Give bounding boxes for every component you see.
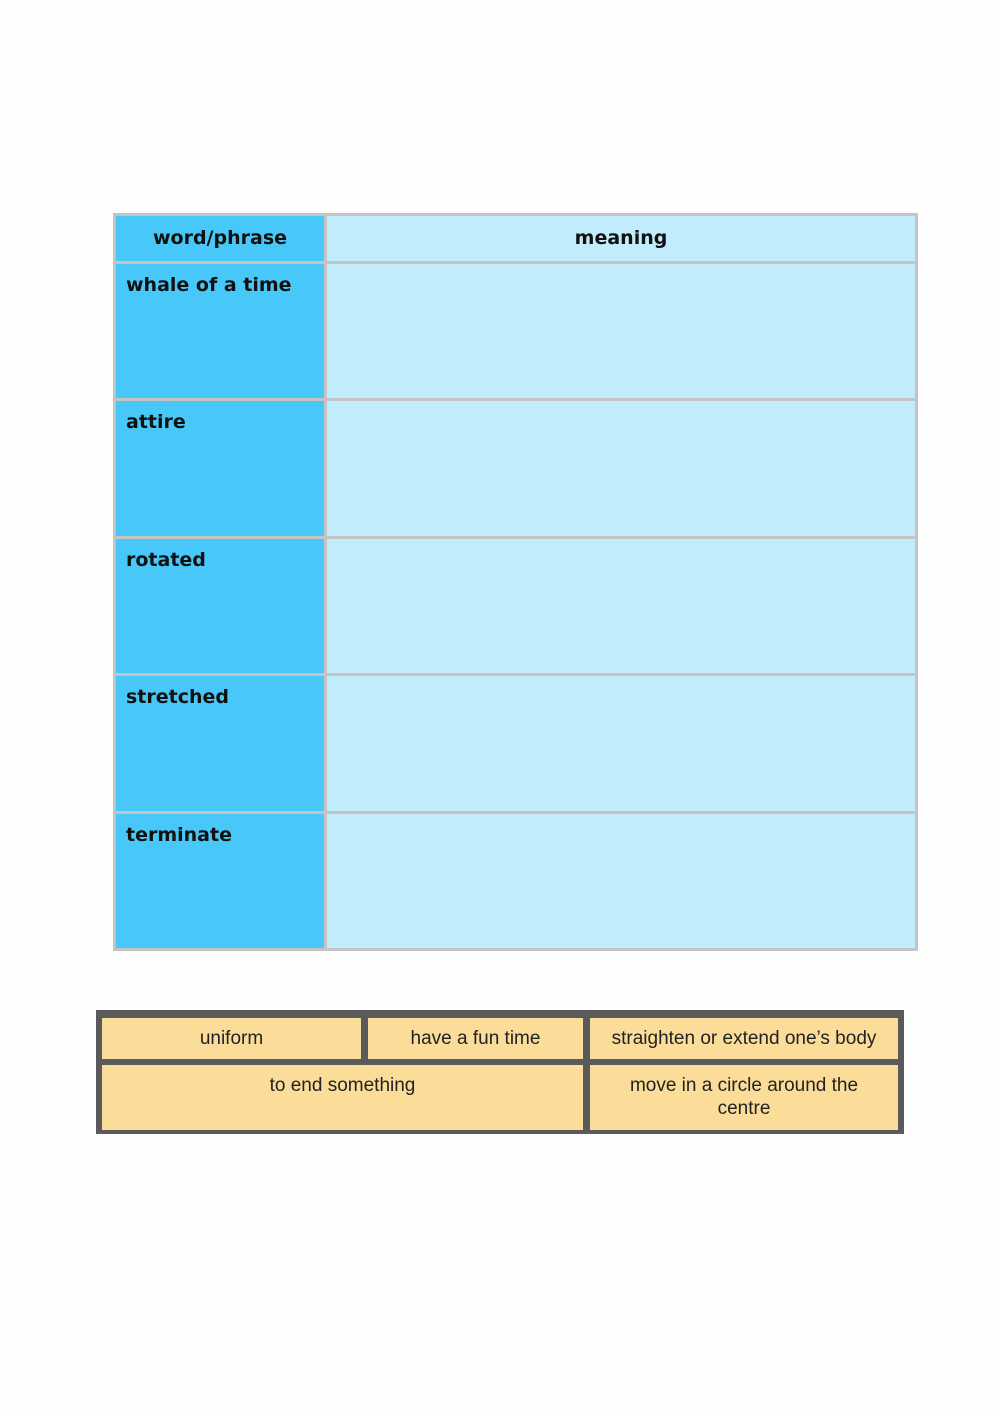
answer-tile-label: uniform xyxy=(199,1028,264,1049)
answer-tile-label: to end something xyxy=(269,1075,416,1096)
word-text: terminate xyxy=(126,823,232,846)
meaning-drop-cell[interactable] xyxy=(326,812,917,949)
answer-tile-have-a-fun-time[interactable] xyxy=(368,1018,583,1059)
word-text: stretched xyxy=(126,686,230,709)
answer-tile-label: straighten or extend one’s body xyxy=(611,1028,877,1049)
word-cell xyxy=(115,675,326,812)
answer-bank xyxy=(96,1010,904,1134)
meaning-drop-cell[interactable] xyxy=(326,675,917,812)
meaning-drop-cell[interactable] xyxy=(326,537,917,674)
word-cell xyxy=(115,400,326,537)
table-row xyxy=(115,812,917,949)
table-row xyxy=(115,262,917,399)
word-text: attire xyxy=(126,411,186,434)
word-cell xyxy=(115,812,326,949)
word-text: whale of a time xyxy=(126,273,292,296)
meaning-drop-cell[interactable] xyxy=(326,262,917,399)
word-text: rotated xyxy=(126,548,206,571)
answer-tile-straighten[interactable] xyxy=(590,1018,898,1059)
answer-tile-move-in-a-circle[interactable] xyxy=(590,1065,898,1130)
answer-tile-label: have a fun time xyxy=(410,1028,541,1049)
answer-tile-uniform[interactable] xyxy=(102,1018,361,1059)
table-row xyxy=(115,537,917,674)
answer-tile-label: move in a circle around the centre xyxy=(629,1075,859,1119)
meaning-drop-cell[interactable] xyxy=(326,400,917,537)
answer-tile-to-end-something[interactable] xyxy=(102,1065,583,1130)
word-column-header: word/phrase xyxy=(115,215,326,263)
table-row xyxy=(115,675,917,812)
meaning-column-header: meaning xyxy=(326,215,917,263)
table-row xyxy=(115,400,917,537)
word-cell xyxy=(115,262,326,399)
vocabulary-table xyxy=(113,213,918,951)
word-cell xyxy=(115,537,326,674)
table-header-row xyxy=(115,215,917,263)
